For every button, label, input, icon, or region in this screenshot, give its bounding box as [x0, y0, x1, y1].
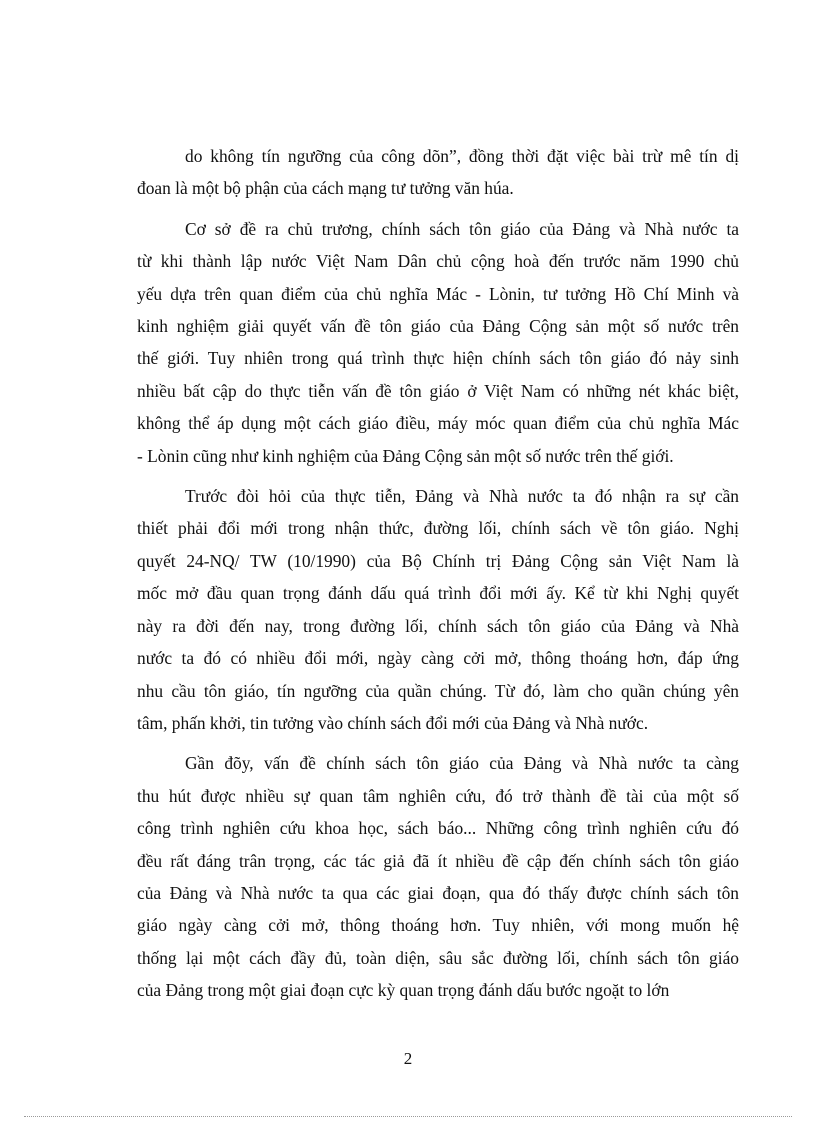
text-line: nhiều bất cập do thực tiễn vấn đề tôn giáo ở Việt Nam có những nét khác biệt,: [137, 380, 739, 401]
text-line: kinh nghiệm giải quyết vấn đề tôn giáo của Đảng Cộng sản một số nước trên: [137, 316, 739, 337]
paragraph-3: [137, 480, 739, 739]
paragraph-4: [137, 747, 739, 1006]
text-line: Trước đòi hỏi của thực tiễn, Đảng và Nhà nước ta đó nhận ra sự cần: [185, 486, 739, 507]
text-line: - Lònin cũng như kinh nghiệm của Đảng Cộng sản một số nước trên thế giới.: [137, 445, 674, 466]
text-line: Cơ sở đề ra chủ trương, chính sách tôn giáo của Đảng và Nhà nước ta: [185, 218, 739, 239]
paragraph-1: [137, 140, 739, 205]
text-line: thu hút được nhiều sự quan tâm nghiên cứu, đó trở thành đề tài của một số: [137, 785, 739, 806]
paragraph-2: [137, 213, 739, 472]
text-line: tâm, phấn khởi, tin tưởng vào chính sách đổi mới của Đảng và Nhà nước.: [137, 712, 649, 733]
text-line: nhu cầu tôn giáo, tín ngưỡng của quần chúng. Từ đó, làm cho quần chúng yên: [137, 680, 739, 701]
text-line: mốc mở đầu quan trọng đánh dấu quá trình đổi mới ấy. Kể từ khi Nghị quyết: [137, 583, 739, 604]
text-line: này ra đời đến nay, trong đường lối, chính sách tôn giáo của Đảng và Nhà: [137, 615, 739, 636]
text-line: giáo ngày càng cởi mở, thông thoáng hơn. Tuy nhiên, với mong muốn hệ: [137, 915, 739, 936]
text-line: công trình nghiên cứu khoa học, sách báo... Những công trình nghiên cứu đó: [137, 818, 739, 839]
page-break-divider: [24, 1116, 792, 1117]
text-line: đoan là một bộ phận của cách mạng tư tưởng văn húa.: [137, 178, 514, 199]
text-line: nước ta đó có nhiều đổi mới, ngày càng cởi mở, thông thoáng hơn, đáp ứng: [137, 648, 739, 669]
text-line: đều rất đáng trân trọng, các tác giả đã ít nhiều đề cập đến chính sách tôn giáo: [137, 850, 739, 871]
text-line: của Đảng trong một giai đoạn cực kỳ quan trọng đánh dấu bước ngoặt to lớn: [137, 980, 670, 1001]
text-line: yếu dựa trên quan điểm của chủ nghĩa Mác - Lònin, tư tưởng Hồ Chí Minh và: [137, 283, 739, 304]
text-line: quyết 24-NQ/ TW (10/1990) của Bộ Chính trị Đảng Cộng sản Việt Nam là: [137, 550, 739, 571]
text-line: của Đảng và Nhà nước ta qua các giai đoạn, qua đó thấy được chính sách tôn: [137, 882, 739, 903]
page-number: 2: [403, 1049, 413, 1068]
text-line: thiết phải đổi mới trong nhận thức, đường lối, chính sách về tôn giáo. Nghị: [137, 518, 739, 539]
text-line: do không tín ngưỡng của công dõn”, đồng thời đặt việc bài trừ mê tín dị: [185, 146, 739, 166]
document-body: [137, 140, 739, 1015]
text-line: thế giới. Tuy nhiên trong quá trình thực hiện chính sách tôn giáo đó nảy sinh: [137, 348, 739, 369]
text-line: thống lại một cách đầy đủ, toàn diện, sâu sắc đường lối, chính sách tôn giáo: [137, 947, 739, 968]
text-line: không thể áp dụng một cách giáo điều, máy móc quan điểm của chủ nghĩa Mác: [137, 413, 739, 434]
text-line: Gần đõy, vấn đề chính sách tôn giáo của Đảng và Nhà nước ta càng: [185, 753, 739, 774]
text-line: từ khi thành lập nước Việt Nam Dân chủ cộng hoà đến trước năm 1990 chủ: [137, 251, 739, 272]
